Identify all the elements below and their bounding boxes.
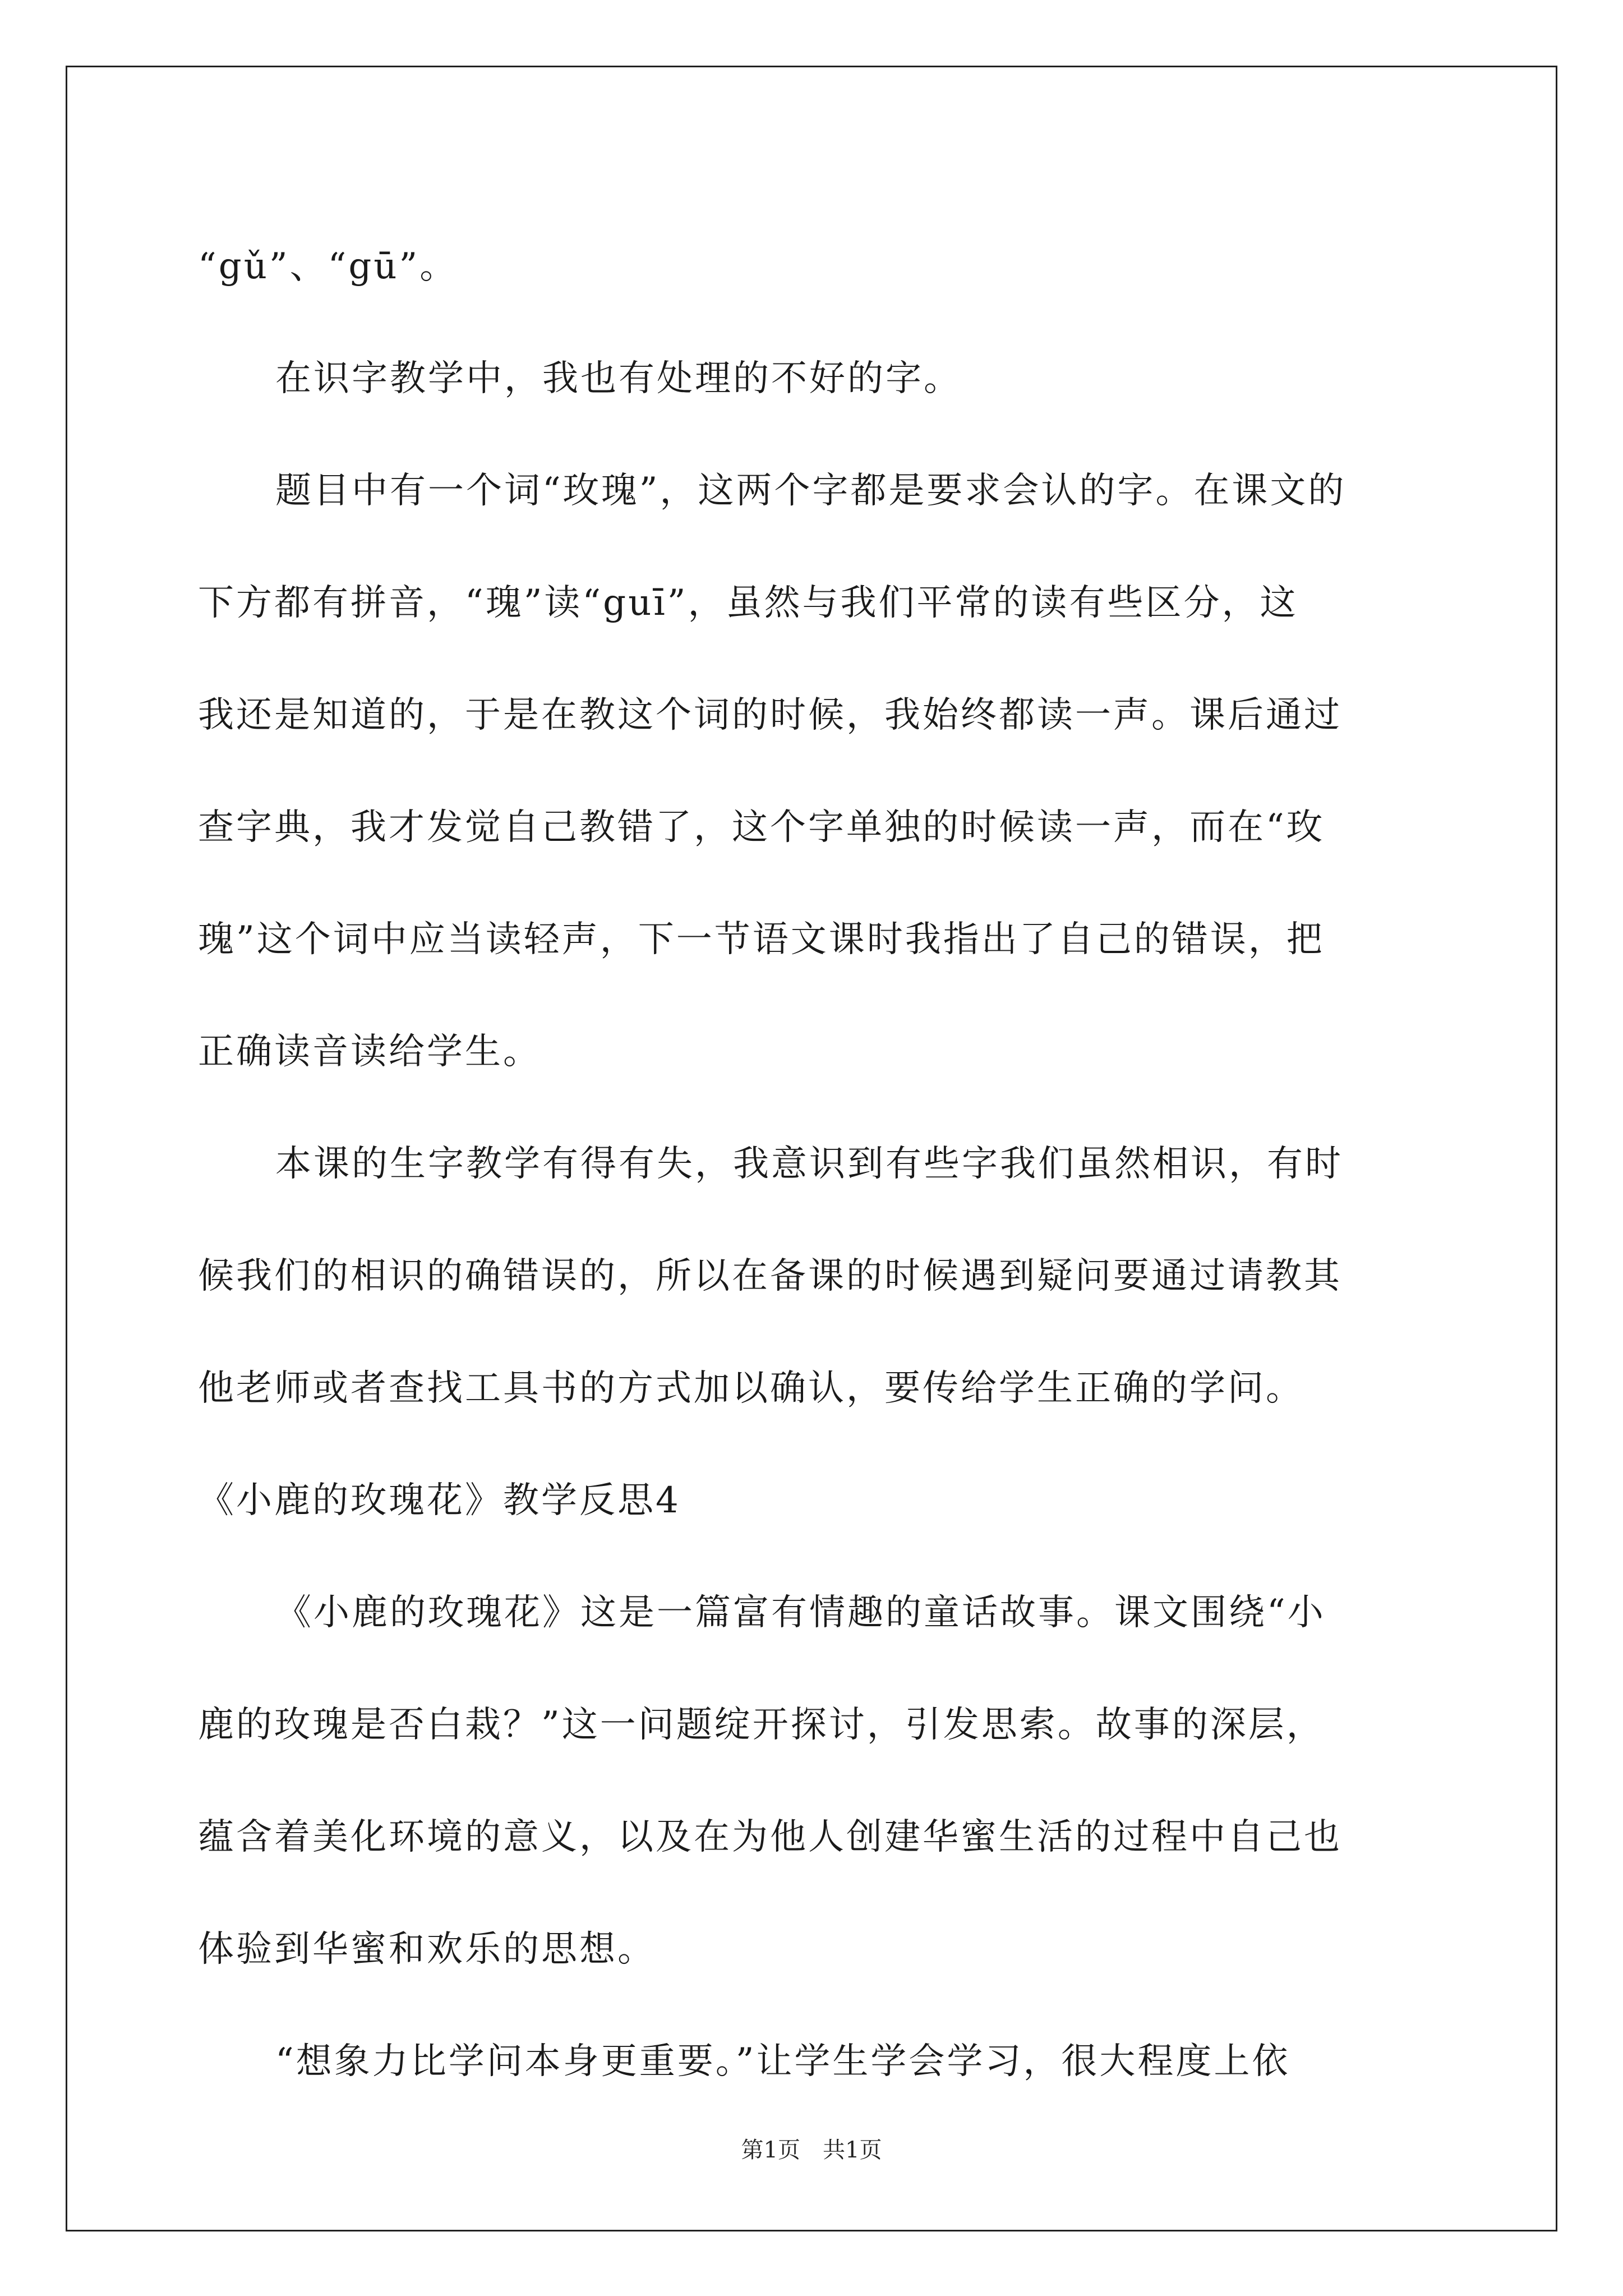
text-line: 查字典，我才发觉自己教错了，这个字单独的时候读一声，而在“玫 [198,807,1325,848]
text-line: 鹿的玫瑰是否白栽？”这一问题绽开探讨，引发思索。故事的深层， [198,1704,1325,1746]
page-footer: 第1页 共1页 [741,2137,882,2163]
paragraph-start: 本课的生字教学有得有失，我意识到有些字我们虽然相识，有时 [275,1143,1343,1185]
text-line: 正确读音读给学生。 [198,1031,541,1073]
text-line: “gǔ”、“gū”。 [198,246,458,287]
paragraph-start: 题目中有一个词“玫瑰”，这两个字都是要求会认的字。在课文的 [275,470,1347,512]
text-line: 他老师或者查找工具书的方式加以确认，要传给学生正确的学问。 [198,1368,1304,1409]
section-heading: 《小鹿的玫瑰花》教学反思4 [198,1480,681,1521]
paragraph-start: “想象力比学问本身更重要。”让学生学会学习，很大程度上依 [275,2041,1290,2082]
text-line: 我还是知道的，于是在教这个词的时候，我始终都读一声。课后通过 [198,694,1342,736]
paragraph-start: 《小鹿的玫瑰花》这是一篇富有情趣的童话故事。课文围绕“小 [275,1592,1326,1634]
text-line: 下方都有拼音，“瑰”读“guī”，虽然与我们平常的读有些区分，这 [198,582,1298,624]
text-line: 体验到华蜜和欢乐的思想。 [198,1929,656,1970]
text-line: 瑰”这个词中应当读轻声，下一节语文课时我指出了自己的错误，把 [198,919,1325,960]
text-line: 蕴含着美化环境的意义，以及在为他人创建华蜜生活的过程中自己也 [198,1816,1342,1858]
paragraph-start: 在识字教学中，我也有处理的不好的字。 [275,358,962,399]
document-body [198,210,1432,2118]
text-line: 候我们的相识的确错误的，所以在备课的时候遇到疑问要通过请教其 [198,1255,1342,1297]
